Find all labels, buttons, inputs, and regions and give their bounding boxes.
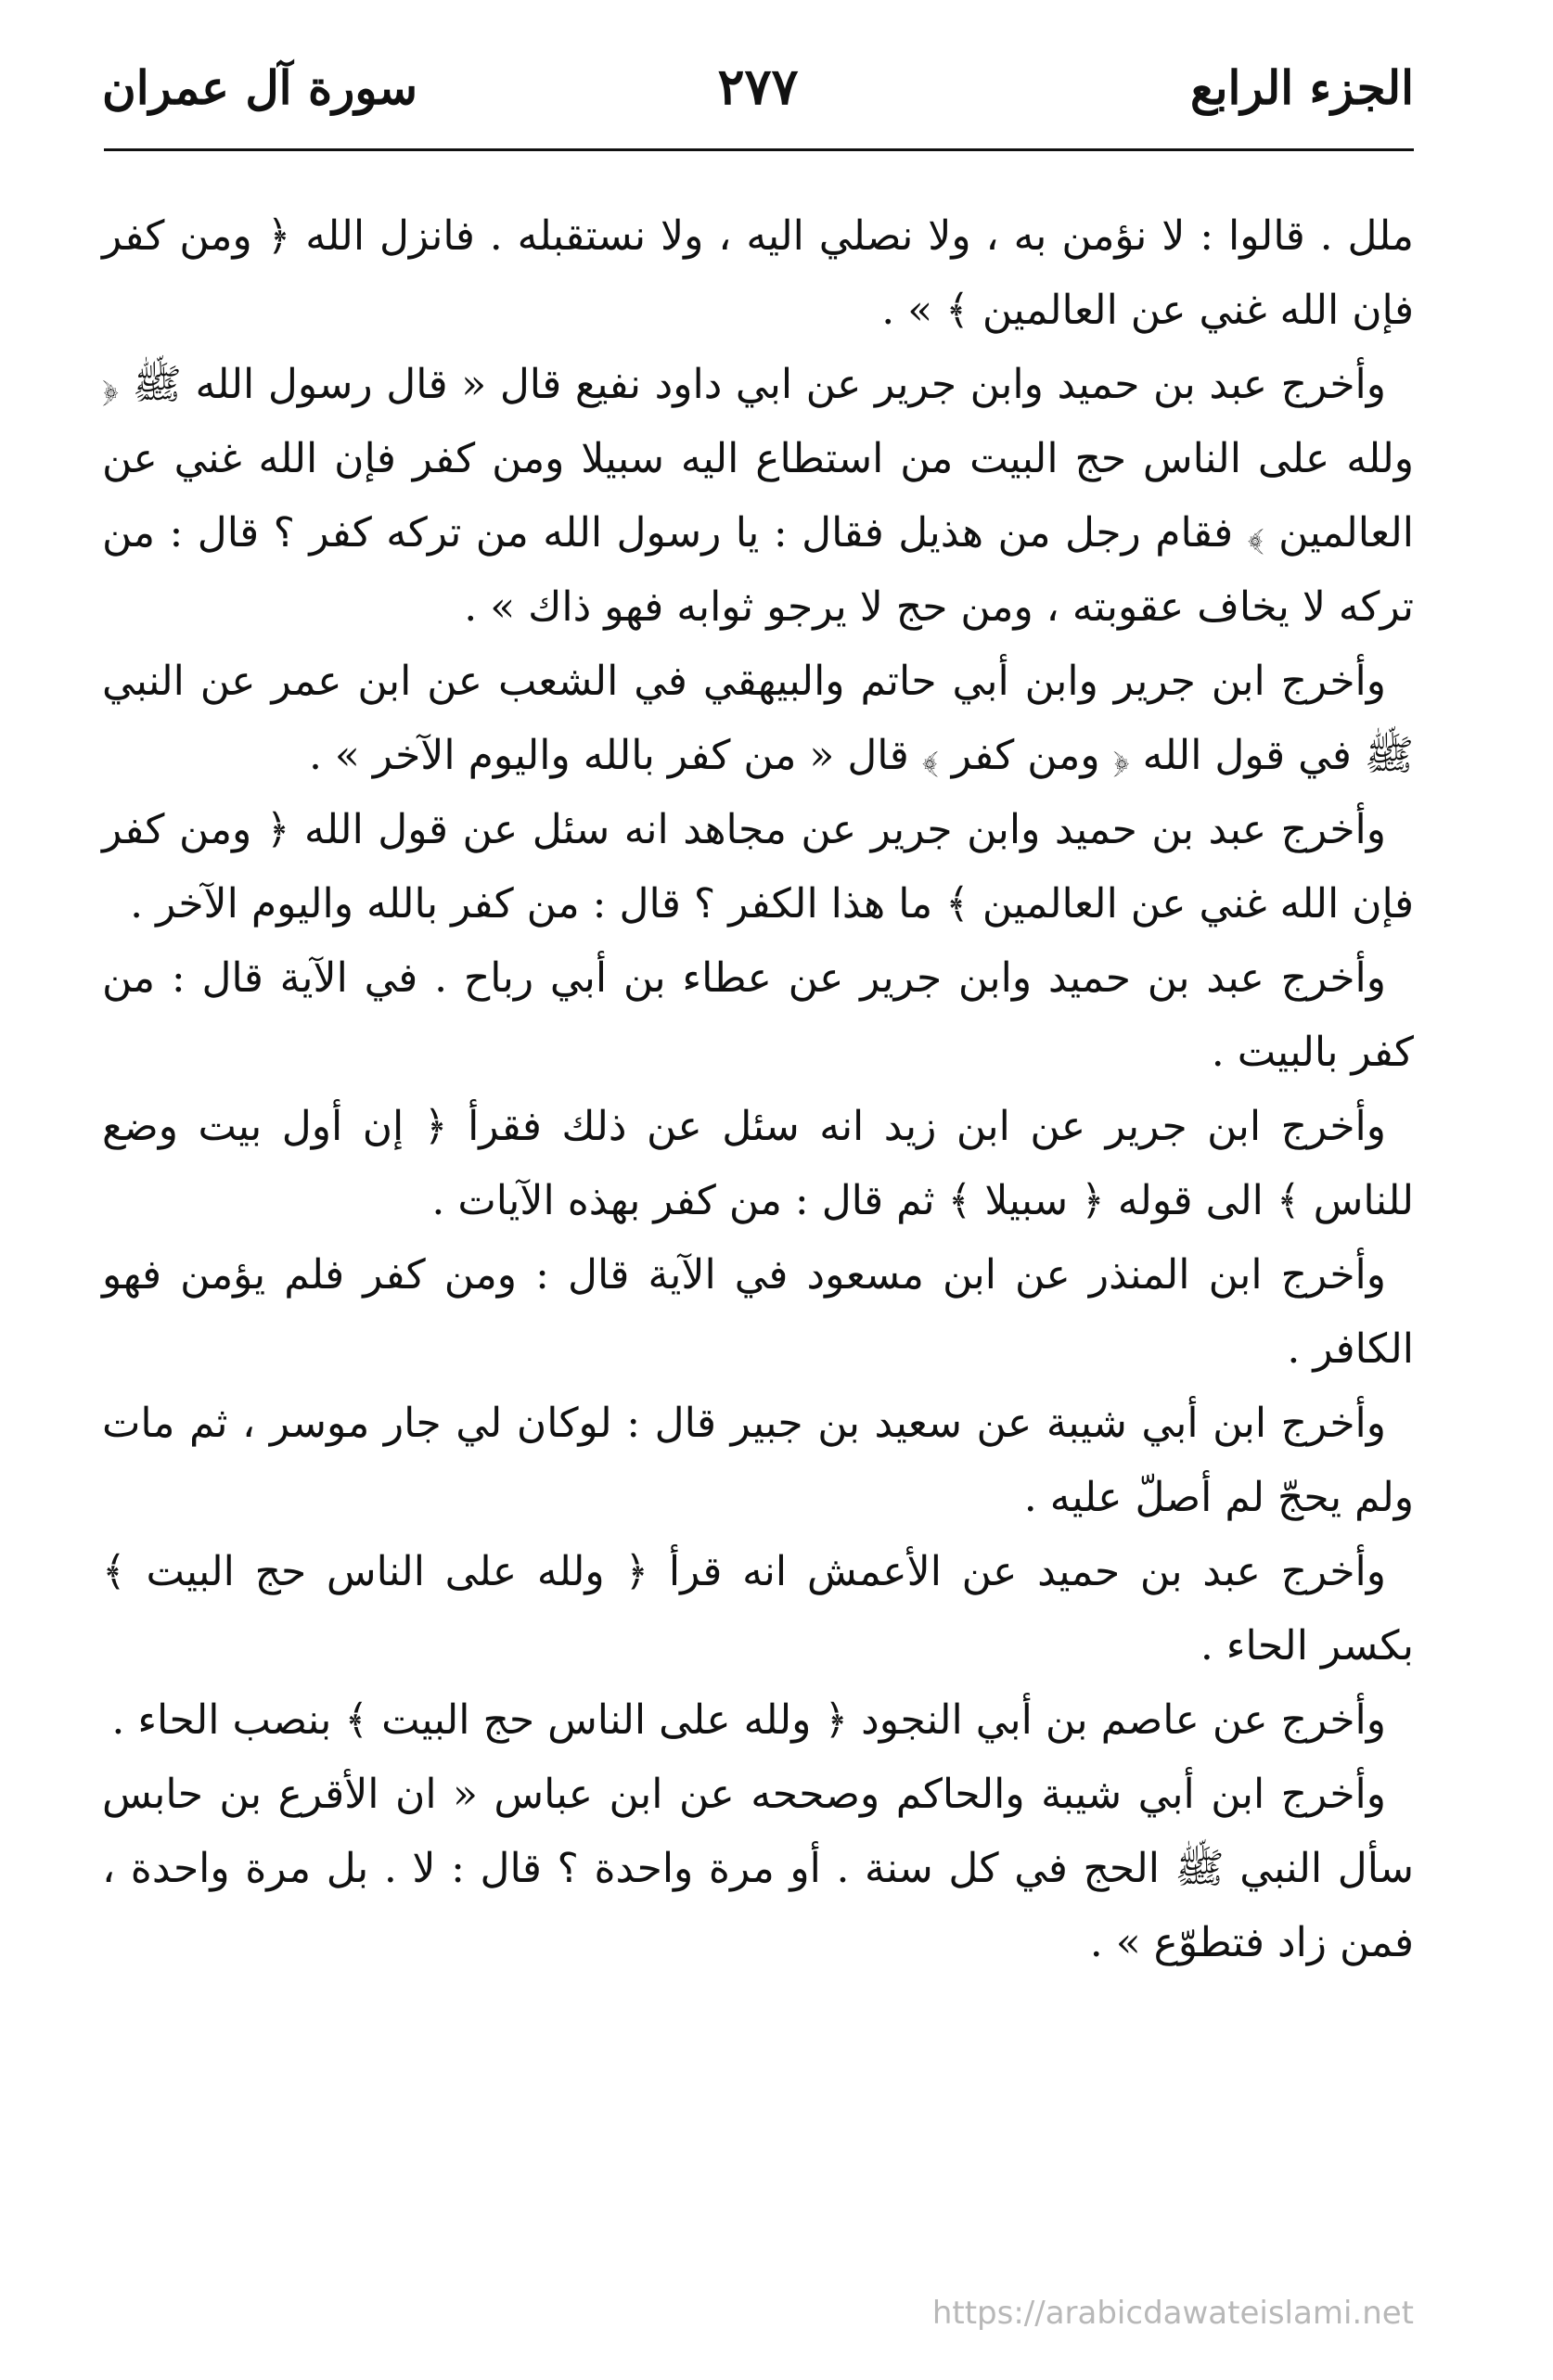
paragraph: وأخرج عبد بن حميد وابن جرير عن مجاهد انه سئل عن قول الله ﴿ ومن كفر فإن الله غني عن العالمين ﴾ ما هذا الكفر ؟ قال : من كفر بالله واليوم الآخر .	[102, 806, 1414, 928]
paragraph: وأخرج عبد بن حميد وابن جرير عن عطاء بن أبي رباح . في الآية قال : من كفر بالبيت .	[102, 954, 1414, 1076]
surah-title: سورة آل عمران	[102, 60, 418, 115]
page-number: ٢٧٧	[717, 57, 799, 116]
page-header	[102, 56, 1414, 139]
paragraph: وأخرج عبد بن حميد وابن جرير عن ابي داود نفيع قال « قال رسول الله ﷺ ﴿ ولله على الناس حج البيت من استطاع اليه سبيلا ومن كفر فإن الله غني عن العالمين ﴾ فقام رجل من هذيل فقال : يا رسول الله من تركه كفر ؟ قال : من تركه لا يخاف عقوبته ، ومن حج لا يرجو ثوابه فهو ذاك » .	[102, 361, 1414, 631]
paragraph: وأخرج عن عاصم بن أبي النجود ﴿ ولله على الناس حج البيت ﴾ بنصب الحاء .	[111, 1696, 1386, 1744]
paragraph: وأخرج ابن جرير وابن أبي حاتم والبيهقي في الشعب عن ابن عمر عن النبي ﷺ في قول الله ﴿ ومن كفر ﴾ قال « من كفر بالله واليوم الآخر » .	[102, 658, 1414, 779]
paragraph: وأخرج ابن أبي شيبة عن سعيد بن جبير قال : لوكان لي جار موسر ، ثم مات ولم يحجّ لم أصلّ عليه .	[102, 1400, 1414, 1521]
page-body	[102, 199, 1414, 1980]
watermark-url: https://arabicdawateislami.net	[931, 2295, 1414, 2332]
paragraph: وأخرج عبد بن حميد عن الأعمش انه قرأ ﴿ ولله على الناس حج البيت ﴾ بكسر الحاء .	[102, 1548, 1414, 1670]
paragraph: وأخرج ابن المنذر عن ابن مسعود في الآية قال : ومن كفر فلم يؤمن فهو الكافر .	[102, 1251, 1414, 1373]
paragraph: وأخرج ابن أبي شيبة والحاكم وصححه عن ابن عباس « ان الأقرع بن حابس سأل النبي ﷺ الحج في كل سنة . أو مرة واحدة ؟ قال : لا . بل مرة واحدة ، فمن زاد فتطوّع » .	[102, 1771, 1414, 1966]
part-title: الجزء الرابع	[1189, 60, 1414, 115]
header-divider	[104, 148, 1414, 151]
paragraph: ملل . قالوا : لا نؤمن به ، ولا نصلي اليه ، ولا نستقبله . فانزل الله ﴿ ومن كفر فإن الله غني عن العالمين ﴾ » .	[102, 212, 1415, 334]
paragraph: وأخرج ابن جرير عن ابن زيد انه سئل عن ذلك فقرأ ﴿ إن أول بيت وضع للناس ﴾ الى قوله ﴿ سبيلا ﴾ ثم قال : من كفر بهذه الآيات .	[102, 1103, 1414, 1224]
